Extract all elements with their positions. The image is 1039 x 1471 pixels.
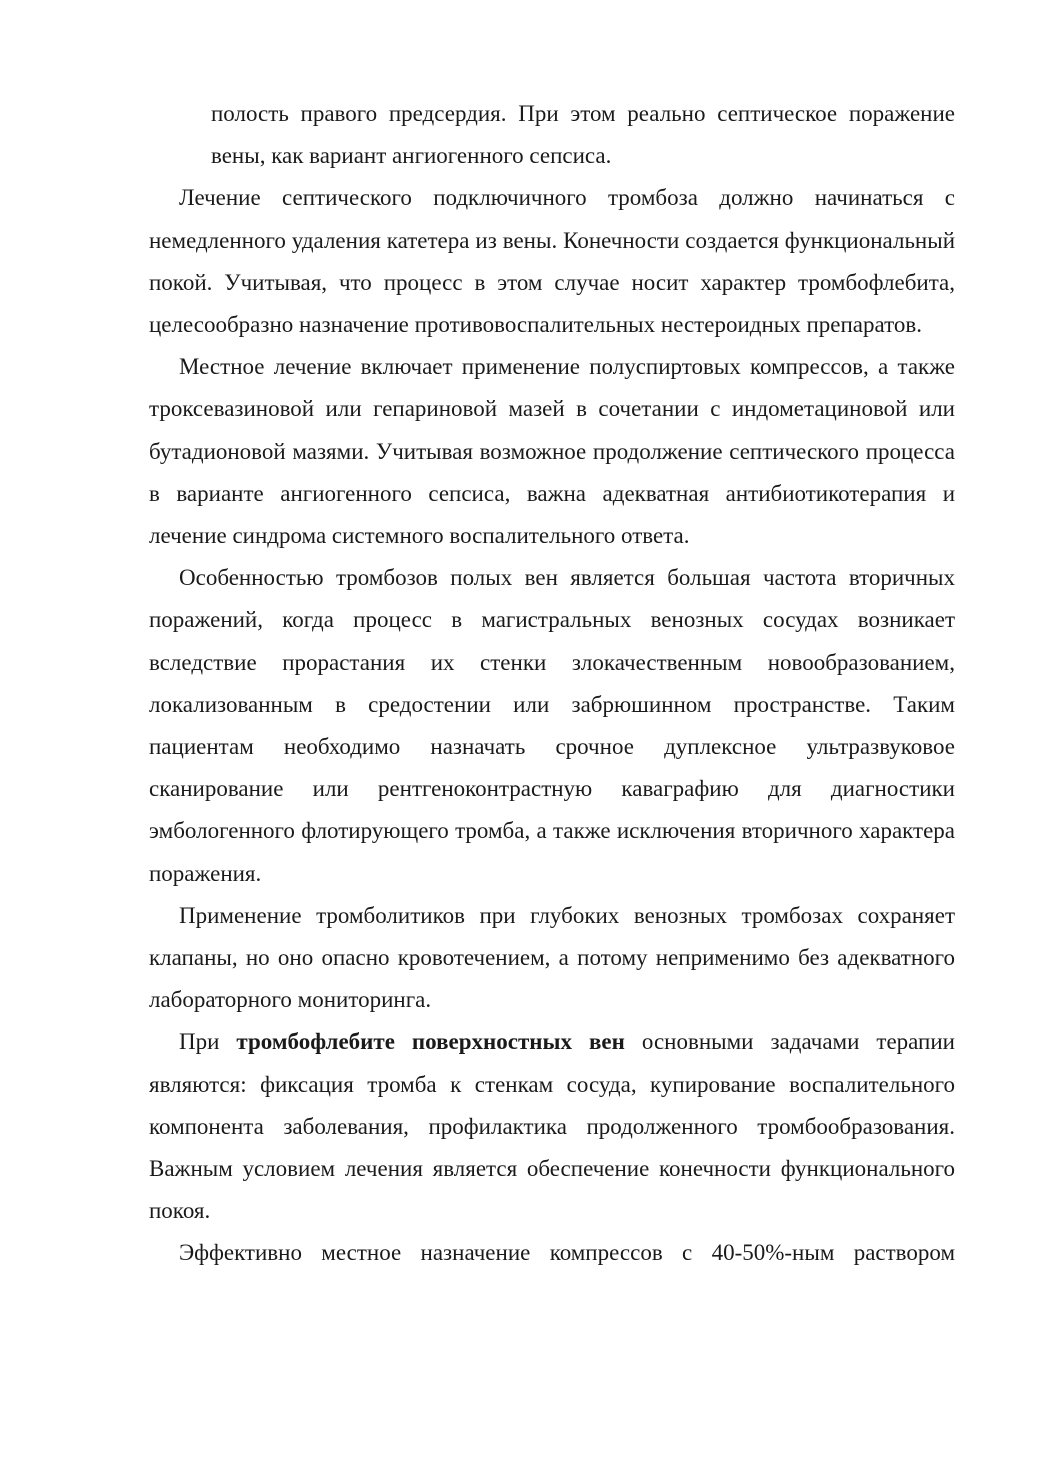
continuation-paragraph: полость правого предсердия. При этом реально септическое поражение вены, как вариант ангиогенного сепсиса. [211,101,955,169]
bold-term: тромбофлебите поверхностных вен [236,1029,625,1055]
paragraph-treatment: Лечение септического подключичного тромбоза должно начинаться с немедленного удаления катетера из вены. Конечности создается функциональный покой. Учитывая, что процесс в этом случае носит характер тромбофлебита, целесообразно назначение противовоспалительных нестероидных препаратов. [149,185,955,338]
document-page [149,93,955,1275]
paragraph-lead-text: При [179,1029,237,1055]
paragraph-superficial-thrombophlebitis [149,1021,955,1232]
paragraph-thrombolytics: Применение тромболитиков при глубоких венозных тромбозах сохраняет клапаны, но оно опасно кровотечением, а потому неприменимо без адекватного лабораторного мониторинга. [149,902,955,1013]
paragraph-vena-cava-thrombosis: Особенностью тромбозов полых вен является большая частота вторичных поражений, когда процесс в магистральных венозных сосудах возникает вследствие прорастания их стенки злокачественным новообразованием, локализованным в средостении или забрюшинном пространстве. Таким пациентам необходимо назначать срочное дуплексное ультразвуковое сканирование или рентгеноконтрастную каваграфию для диагностики эмбологенного флотирующего тромба, а также исключения вторичного характера поражения. [149,565,955,886]
paragraph-compresses: Эффективно местное назначение компрессов с 40-50%-ным раствором [179,1240,955,1266]
paragraph-body-text: основными задачами терапии являются: фиксация тромба к стенкам сосуда, купирование воспалительного компонента заболевания, профилактика продолженного тромбообразования. Важным условием лечения является обеспечение конечности функционального покоя. [149,1029,955,1224]
paragraph-local-treatment: Местное лечение включает применение полуспиртовых компрессов, а также троксевазиновой или гепариновой мазей в сочетании с индометациновой или бутадионовой мазями. Учитывая возможное продолжение септического процесса в варианте ангиогенного сепсиса, важна адекватная антибиотикотерапия и лечение синдрома системного воспалительного ответа. [149,354,955,549]
